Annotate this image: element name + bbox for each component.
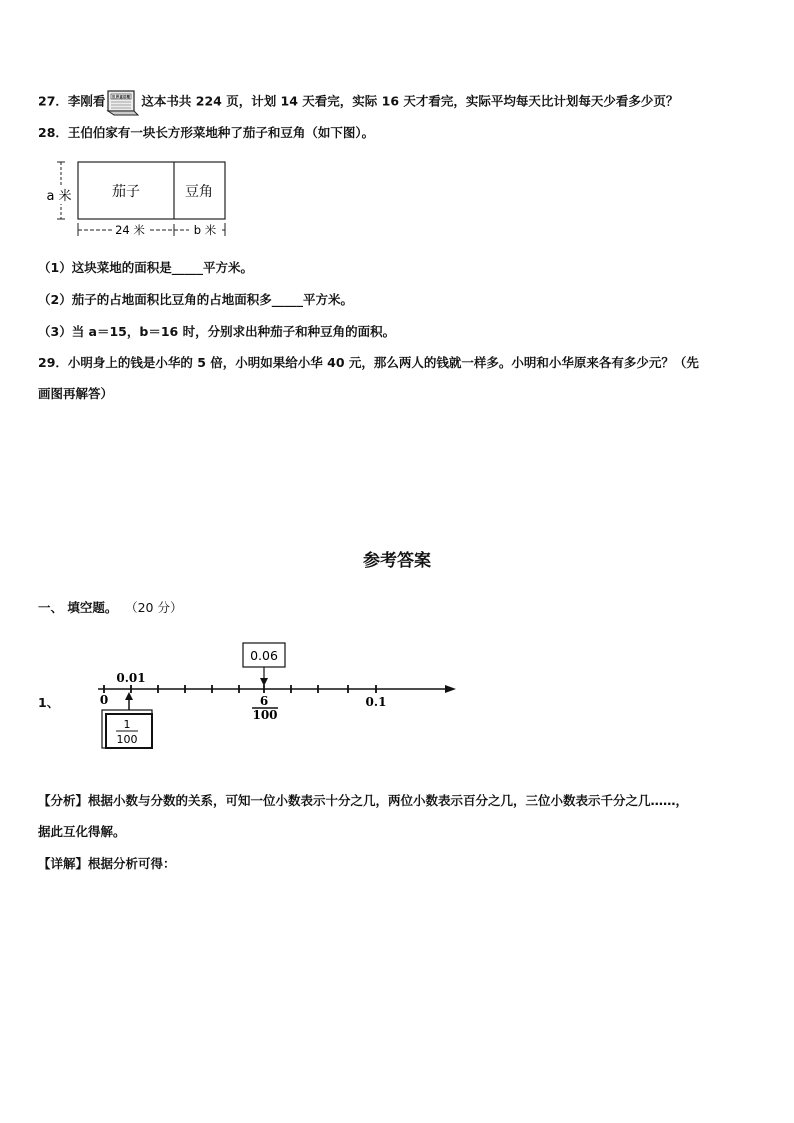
box-fraction-numerator: 1 bbox=[123, 718, 131, 731]
section-label: 一、 填空题。 bbox=[38, 600, 118, 615]
number-line bbox=[90, 640, 470, 752]
fraction-numerator: 6 bbox=[259, 694, 269, 708]
q29-line1: 29．小明身上的钱是小华的 5 倍，小明如果给小华 40 元，那么两人的钱就一样多。小明和小华原来各有多少元？（先 bbox=[38, 355, 699, 370]
analysis-tag: 【分析】 bbox=[38, 793, 89, 808]
book-title: 世界童话精 bbox=[112, 95, 131, 100]
answer-title: 参考答案 bbox=[363, 551, 431, 571]
q27-prefix: 27．李刚看 bbox=[38, 93, 106, 109]
bottom-label-b: b 米 bbox=[193, 223, 217, 237]
q28-sub3: （3）当 a＝15，b＝16 时，分别求出种茄子和种豆角的面积。 bbox=[38, 324, 396, 339]
analysis-text: 根据小数与分数的关系，可知一位小数表示十分之几，两位小数表示百分之几，三位小数表示千分之几……， bbox=[88, 793, 689, 808]
tick-label-0-01: 0.01 bbox=[116, 671, 146, 685]
q28-sub2: （2）茄子的占地面积比豆角的占地面积多_____平方米。 bbox=[38, 292, 353, 307]
answer-box-top-value: 0.06 bbox=[250, 648, 278, 663]
detail-line bbox=[38, 855, 176, 873]
question-27 bbox=[38, 88, 678, 116]
section-score: （20 分） bbox=[131, 600, 183, 615]
tick-label-0-1: 0.1 bbox=[365, 695, 387, 709]
eggplant-label: 茄子 bbox=[112, 184, 140, 200]
q28-sub1: （1）这块菜地的面积是_____平方米。 bbox=[38, 260, 253, 275]
question-28: 28．王伯伯家有一块长方形菜地种了茄子和豆角（如下图）。 bbox=[38, 125, 375, 140]
section-header bbox=[38, 598, 183, 616]
q27-suffix: 这本书共 224 页，计划 14 天看完，实际 16 天才看完，实际平均每天比计划每天少看多少页？ bbox=[141, 93, 679, 109]
bottom-label-24: 24 米 bbox=[115, 223, 145, 237]
tick-label-zero: 0 bbox=[99, 693, 109, 707]
arrow-up-icon bbox=[125, 692, 133, 700]
analysis-line1 bbox=[38, 792, 688, 810]
side-label-a: a 米 bbox=[46, 189, 72, 204]
analysis-line2: 据此互化得解。 bbox=[38, 824, 126, 839]
detail-tag: 【详解】 bbox=[38, 856, 89, 871]
q1-number: 1、 bbox=[38, 695, 60, 710]
book-icon bbox=[106, 88, 140, 116]
q29-line2: 画图再解答） bbox=[38, 386, 114, 401]
arrow-down-icon bbox=[260, 678, 268, 686]
detail-text: 根据分析可得： bbox=[88, 856, 176, 871]
box-fraction-denominator: 100 bbox=[116, 733, 138, 746]
fraction-denominator: 100 bbox=[252, 708, 278, 722]
bean-label: 豆角 bbox=[185, 184, 213, 200]
garden-diagram bbox=[38, 156, 238, 242]
